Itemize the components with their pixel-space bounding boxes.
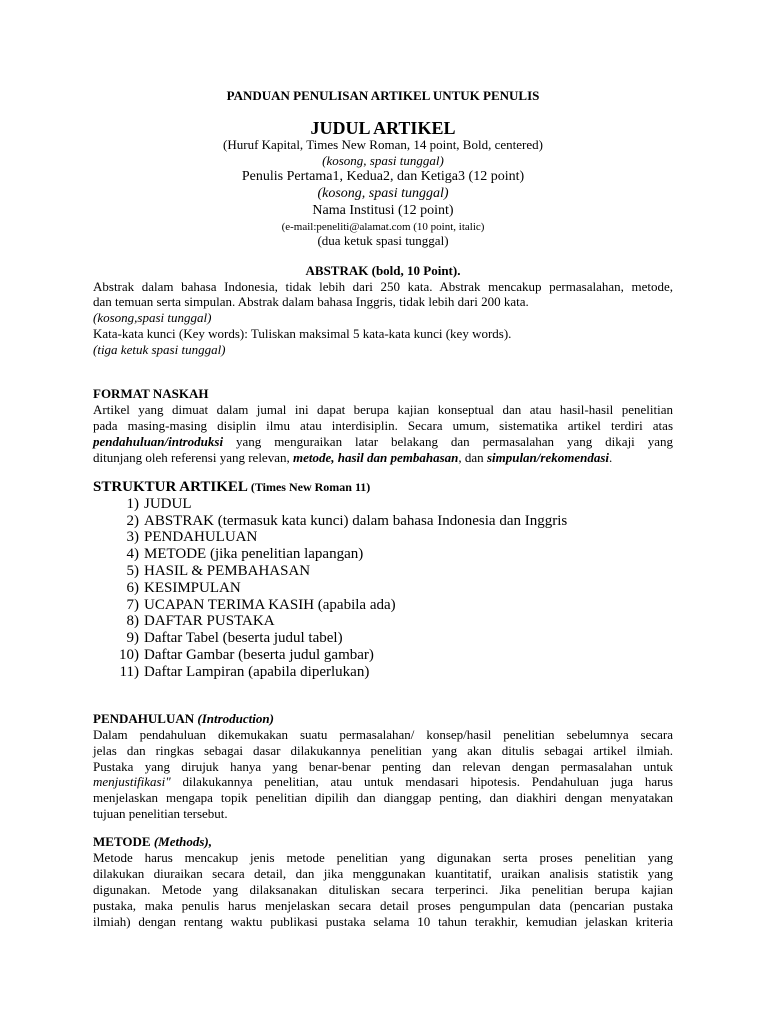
article-title: JUDUL ARTIKEL xyxy=(310,118,456,138)
list-item xyxy=(115,597,396,614)
list-number: 11) xyxy=(119,664,139,680)
list-number: 2) xyxy=(126,513,139,529)
list-item xyxy=(115,664,369,681)
list-text: HASIL & PEMBAHASAN xyxy=(144,563,311,579)
list-text: Daftar Lampiran (apabila diperlukan) xyxy=(144,664,370,680)
list-number: 10) xyxy=(119,647,139,663)
methods-heading-text: METODE xyxy=(93,834,154,849)
list-text: Daftar Tabel (beserta judul tabel) xyxy=(144,630,343,646)
triple-space-note: (tiga ketuk spasi tunggal) xyxy=(93,342,226,357)
format-text-span: yang menguraikan latar belakang dan permasalahan yang dikaji yang xyxy=(223,434,673,449)
format-text-line xyxy=(93,434,673,450)
format-text-span: ditunjang oleh referensi yang relevan, xyxy=(93,450,293,465)
introduction-em: menjustifikasi" xyxy=(93,774,171,789)
format-em-intro: pendahuluan/introduksi xyxy=(93,434,224,449)
list-number: 7) xyxy=(126,597,139,613)
format-text-line xyxy=(93,450,612,466)
blank-note-2: (kosong, spasi tunggal) xyxy=(317,186,449,201)
structure-heading-note: (Times New Roman 11) xyxy=(250,480,371,494)
list-text: DAFTAR PUSTAKA xyxy=(144,613,275,629)
format-em-conclusion: simpulan/rekomendasi xyxy=(486,450,610,465)
email: (e-mail:peneliti@alamat.com (10 point, italic) xyxy=(281,221,485,233)
methods-text-line: ilmiah) dengan rentang waktu publikasi pustaka selama 10 tahun terakhir, kemudian jelaskan kriteria xyxy=(93,914,673,929)
title-note: (Huruf Kapital, Times New Roman, 14 point, Bold, centered) xyxy=(223,137,543,152)
format-text-span: , dan xyxy=(458,450,487,465)
list-item xyxy=(115,563,310,580)
introduction-heading-text: PENDAHULUAN xyxy=(93,711,198,726)
introduction-text-line: tujuan penelitian tersebut. xyxy=(93,806,228,821)
abstract-heading: ABSTRAK (bold, 10 Point). xyxy=(305,263,461,278)
abstract-blank-note: (kosong,spasi tunggal) xyxy=(93,310,212,325)
methods-heading xyxy=(93,834,212,850)
format-text-span: . xyxy=(609,450,613,465)
list-text: ABSTRAK (termasuk kata kunci) dalam bahasa Indonesia dan Inggris xyxy=(144,513,568,529)
list-text: Daftar Gambar (beserta judul gambar) xyxy=(144,647,374,663)
list-item xyxy=(115,529,257,546)
list-text: METODE (jika penelitian lapangan) xyxy=(144,546,364,562)
abstract-text-line: dan temuan serta simpulan. Abstrak dalam bahasa Inggris, tidak lebih dari 200 kata. xyxy=(93,294,529,309)
list-text: PENDAHULUAN xyxy=(144,529,258,545)
introduction-text-line: Dalam pendahuluan dikemukakan suatu permasalahan/ konsep/hasil penelitian sebelumnya secara xyxy=(93,727,673,742)
format-text-line: Artikel yang dimuat dalam jumal ini dapat berupa kajian konseptual dan atau hasil-hasil penelitian xyxy=(93,402,673,417)
introduction-text-span: dilakukannya penelitian, atau untuk mendasari hipotesis. Pendahuluan juga harus xyxy=(170,774,673,789)
introduction-text-line: jelas dan ringkas sebagai dasar dilakukannya penelitian yang akan ditulis sebagai artikel ilmiah. xyxy=(93,743,673,758)
structure-heading xyxy=(93,479,370,496)
doc-title: PANDUAN PENULISAN ARTIKEL UNTUK PENULIS xyxy=(226,88,540,103)
list-text: KESIMPULAN xyxy=(144,580,241,596)
list-item xyxy=(115,513,567,530)
introduction-text-line: menjelaskan mengapa topik penelitian dipilih dan dianggap penting, dan diakhiri dengan menyatakan xyxy=(93,790,673,805)
list-item xyxy=(115,580,241,597)
introduction-heading-em: (Introduction) xyxy=(197,711,274,726)
introduction-heading xyxy=(93,711,274,727)
methods-text-line: pustaka, maka penulis harus menjelaskan secara detail proses pengumpulan data (pencarian pustaka xyxy=(93,898,673,913)
list-number: 8) xyxy=(126,613,139,629)
list-number: 1) xyxy=(126,496,139,512)
list-number: 9) xyxy=(126,630,139,646)
institution: Nama Institusi (12 point) xyxy=(312,203,454,218)
list-text: JUDUL xyxy=(144,496,192,512)
introduction-text-line xyxy=(93,774,673,790)
blank-note-1: (kosong, spasi tunggal) xyxy=(322,153,444,168)
list-number: 5) xyxy=(126,563,139,579)
methods-text-line: Metode harus mencakup jenis metode penelitian yang digunakan serta proses penelitian yang xyxy=(93,850,673,865)
list-number: 4) xyxy=(126,546,139,562)
list-number: 6) xyxy=(126,580,139,596)
introduction-text-line: Pustaka yang dirujuk hanya yang benar-benar penting dan relevan dengan permasalahan untuk xyxy=(93,759,673,774)
methods-heading-em: (Methods), xyxy=(153,834,212,849)
list-text: UCAPAN TERIMA KASIH (apabila ada) xyxy=(144,597,396,613)
list-item xyxy=(115,496,192,513)
keywords: Kata-kata kunci (Key words): Tuliskan maksimal 5 kata-kata kunci (key words). xyxy=(93,326,512,341)
authors: Penulis Pertama1, Kedua2, dan Ketiga3 (12 point) xyxy=(241,169,525,184)
list-item xyxy=(115,647,374,664)
format-text-line: pada masing-masing disiplin ilmu atau interdisiplin. Secara umum, sistematika artikel terdiri atas xyxy=(93,418,673,433)
list-item xyxy=(115,630,343,647)
format-em-methods: metode, hasil dan pembahasan xyxy=(292,450,459,465)
list-item xyxy=(115,613,275,630)
methods-text-line: dilakukan diuraikan secara detail, dan jika menggunakan kuantitatif, uraikan analisis statistik yang xyxy=(93,866,673,881)
list-number: 3) xyxy=(126,529,139,545)
format-heading: FORMAT NASKAH xyxy=(93,386,209,401)
structure-heading-text: STRUKTUR ARTIKEL xyxy=(93,479,251,495)
abstract-text-line: Abstrak dalam bahasa Indonesia, tidak lebih dari 250 kata. Abstrak mencakup permasalahan, metode, xyxy=(93,279,673,294)
methods-text-line: digunakan. Metode yang dilaksanakan dituliskan secara terperinci. Jika penelitian berupa kajian xyxy=(93,882,673,897)
list-item xyxy=(115,546,363,563)
double-space-note: (dua ketuk spasi tunggal) xyxy=(317,233,449,248)
